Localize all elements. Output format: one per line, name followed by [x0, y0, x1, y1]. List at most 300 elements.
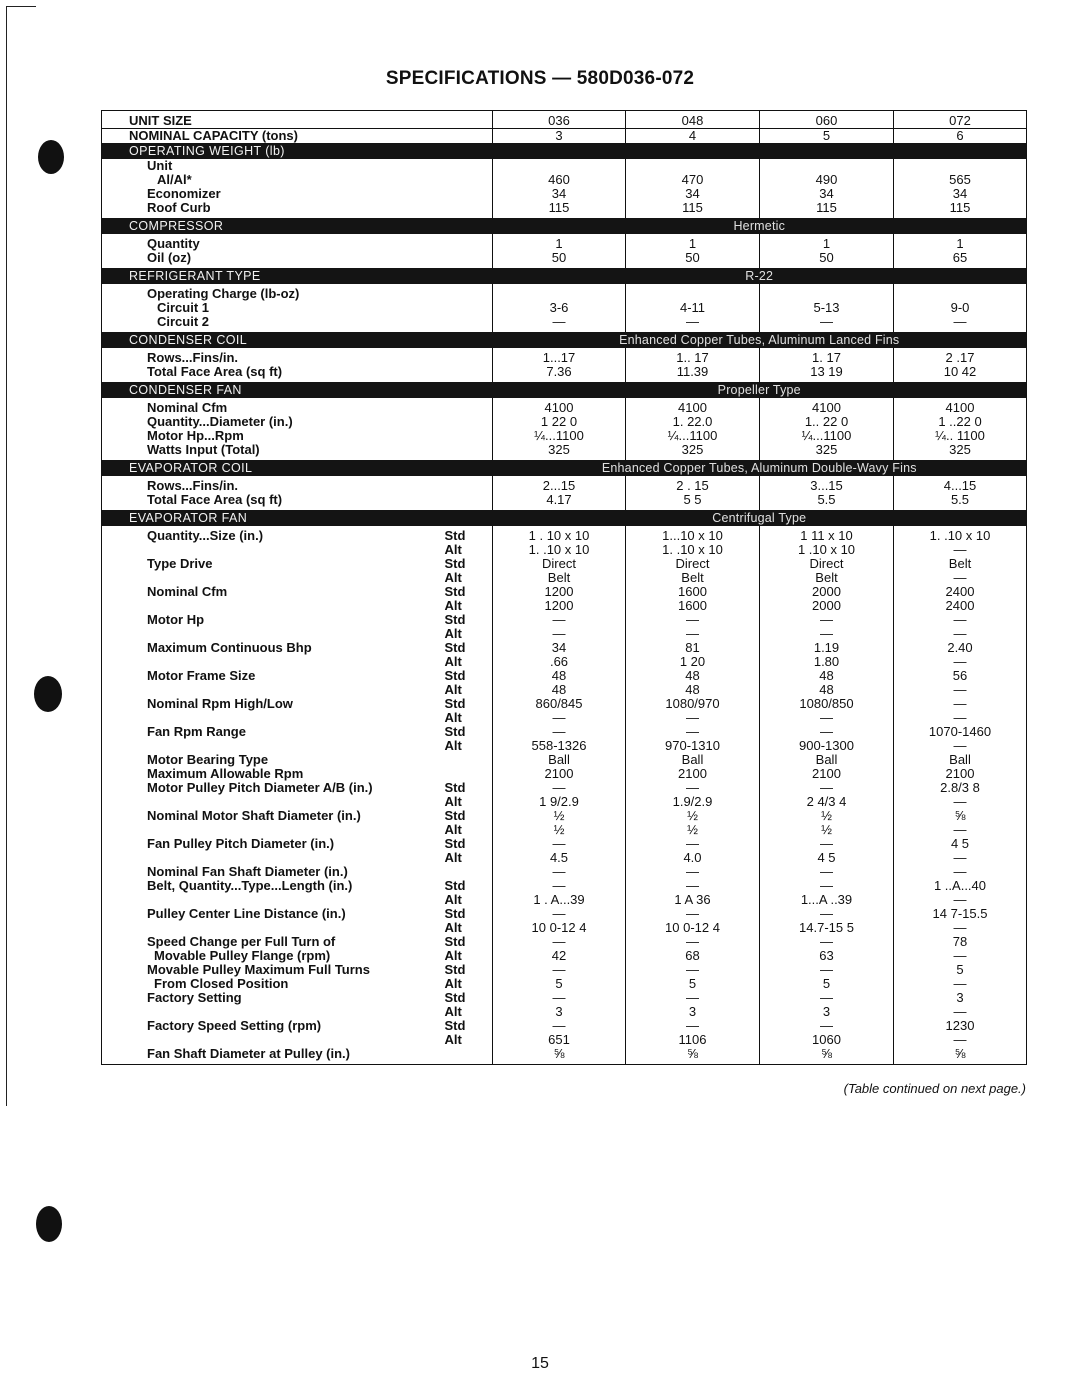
cell-072: Ball [894, 753, 1027, 767]
table-row [102, 187, 1027, 201]
cell-060: — [760, 315, 894, 332]
cell-048: 1. 22.0 [626, 415, 760, 429]
cell-072: — [894, 571, 1027, 585]
cell-072: — [894, 683, 1027, 697]
std-alt-label: Std [445, 669, 493, 683]
cell-036: 2...15 [493, 476, 626, 493]
cell-036: 036 [493, 111, 626, 129]
cell-072: 565 [894, 173, 1027, 187]
table-row [102, 173, 1027, 187]
cell-060: 34 [760, 187, 894, 201]
std-alt-label: Alt [445, 949, 493, 963]
section-title: EVAPORATOR COIL [102, 460, 493, 476]
cell-072: — [894, 697, 1027, 711]
cell-072: 4 5 [894, 837, 1027, 851]
std-alt-label: Alt [445, 543, 493, 557]
std-alt-label: Std [445, 1019, 493, 1033]
row-label: Total Face Area (sq ft) [147, 493, 283, 507]
cell-060: — [760, 711, 894, 725]
cell-036: — [493, 879, 626, 893]
row-label [102, 739, 445, 753]
std-alt-label: Std [445, 809, 493, 823]
cell-036: Direct [493, 557, 626, 571]
cell-060: 115 [760, 201, 894, 218]
cell-072 [894, 159, 1027, 173]
cell-036: — [493, 725, 626, 739]
table-row [102, 935, 1027, 949]
std-alt-label [445, 234, 493, 251]
table-row [102, 599, 1027, 613]
row-label: Roof Curb [147, 201, 211, 215]
std-alt-label [445, 365, 493, 382]
cell-060: 14.7-15 5 [760, 921, 894, 935]
cell-036: — [493, 907, 626, 921]
cell-048 [626, 159, 760, 173]
std-alt-label [445, 1047, 493, 1065]
table-row [102, 795, 1027, 809]
row-label: Motor Bearing Type [147, 753, 269, 767]
table-row [102, 739, 1027, 753]
cell-036: 1 22 0 [493, 415, 626, 429]
table-row [102, 655, 1027, 669]
std-alt-label [445, 415, 493, 429]
cell-060: 325 [760, 443, 894, 460]
cell-048: 115 [626, 201, 760, 218]
section-title: EVAPORATOR FAN [102, 510, 493, 526]
std-alt-label: Std [445, 641, 493, 655]
cell-036: — [493, 781, 626, 795]
std-alt-label: Std [445, 613, 493, 627]
std-alt-label: Alt [445, 1033, 493, 1047]
row-label: Quantity [147, 236, 200, 251]
cell-048: 2100 [626, 767, 760, 781]
cell-060: ⅝ [760, 1047, 894, 1065]
cell-048: 4.0 [626, 851, 760, 865]
cell-036: 1 . A...39 [493, 893, 626, 907]
cell-048: — [626, 711, 760, 725]
row-label: Unit [147, 159, 173, 173]
cell-060: 3 [760, 1005, 894, 1019]
table-row [102, 557, 1027, 571]
table-row [102, 526, 1027, 543]
row-label [102, 1033, 445, 1047]
cell-072: — [894, 627, 1027, 641]
cell-048: — [626, 613, 760, 627]
std-alt-label: Std [445, 697, 493, 711]
cell-036: ¼...1100 [493, 429, 626, 443]
table-row [102, 201, 1027, 218]
cell-036: 4100 [493, 398, 626, 415]
cell-060: 5.5 [760, 493, 894, 510]
cell-048: 1 [626, 234, 760, 251]
std-alt-label [445, 173, 493, 187]
cell-048: 10 0-12 4 [626, 921, 760, 935]
cell-072: — [894, 315, 1027, 332]
section-title: OPERATING WEIGHT (lb) [102, 143, 493, 159]
cell-048: Ball [626, 753, 760, 767]
cell-048: 34 [626, 187, 760, 201]
cell-036: 34 [493, 187, 626, 201]
table-row [102, 159, 1027, 173]
scan-edge-line-left [6, 6, 7, 1106]
cell-048: 3 [626, 1005, 760, 1019]
cell-060: — [760, 935, 894, 949]
cell-036: 1 . 10 x 10 [493, 526, 626, 543]
cell-036: — [493, 1019, 626, 1033]
row-label [102, 823, 445, 837]
cell-048: ¼...1100 [626, 429, 760, 443]
table-row [102, 571, 1027, 585]
std-alt-label [445, 187, 493, 201]
cell-048: 325 [626, 443, 760, 460]
cell-036: 3 [493, 1005, 626, 1019]
row-label: Belt, Quantity...Type...Length (in.) [147, 879, 353, 893]
cell-060: — [760, 865, 894, 879]
cell-060: Ball [760, 753, 894, 767]
section-title: CONDENSER COIL [102, 332, 493, 348]
std-alt-label: Std [445, 725, 493, 739]
section-title: COMPRESSOR [102, 218, 493, 234]
row-label: Factory Setting [147, 991, 242, 1005]
cell-048: — [626, 879, 760, 893]
cell-036: ½ [493, 823, 626, 837]
cell-072: 34 [894, 187, 1027, 201]
cell-036: 1200 [493, 599, 626, 613]
row-label: Fan Pulley Pitch Diameter (in.) [147, 837, 335, 851]
cell-036: 50 [493, 251, 626, 268]
table-row [102, 1047, 1027, 1065]
cell-060: 4100 [760, 398, 894, 415]
cell-048: 1 20 [626, 655, 760, 669]
binder-hole-top [38, 140, 64, 174]
table-row [102, 429, 1027, 443]
cell-072: 2.40 [894, 641, 1027, 655]
table-row [102, 669, 1027, 683]
cell-060: 1080/850 [760, 697, 894, 711]
row-label: Watts Input (Total) [147, 443, 260, 457]
cell-072: — [894, 739, 1027, 753]
cell-048: 470 [626, 173, 760, 187]
cell-072: ⅝ [894, 809, 1027, 823]
row-label: Movable Pulley Maximum Full Turns [147, 963, 370, 977]
cell-072: — [894, 1005, 1027, 1019]
cell-060: 900-1300 [760, 739, 894, 753]
cell-072: 10 42 [894, 365, 1027, 382]
std-alt-label: Alt [445, 655, 493, 669]
row-label: Circuit 2 [157, 315, 210, 329]
std-alt-label: Std [445, 991, 493, 1005]
cell-048: 1080/970 [626, 697, 760, 711]
std-alt-label [445, 315, 493, 332]
std-alt-label [445, 301, 493, 315]
cell-036: Ball [493, 753, 626, 767]
table-row [102, 991, 1027, 1005]
cell-048: 1600 [626, 599, 760, 613]
cell-036: 558-1326 [493, 739, 626, 753]
cell-072: 2400 [894, 599, 1027, 613]
table-row [102, 1019, 1027, 1033]
page-number: 15 [531, 1355, 549, 1372]
scan-edge-line-top [6, 6, 36, 7]
cell-072: — [894, 795, 1027, 809]
cell-060: 1 .10 x 10 [760, 543, 894, 557]
cell-072: 56 [894, 669, 1027, 683]
std-alt-label: Std [445, 526, 493, 543]
cell-060: — [760, 781, 894, 795]
section-common-value: Enhanced Copper Tubes, Aluminum Double-Wavy Fins [493, 460, 1027, 476]
cell-072: ⅝ [894, 1047, 1027, 1065]
row-label: Economizer [147, 187, 221, 201]
table-continued-note: (Table continued on next page.) [843, 1081, 1026, 1096]
table-row [102, 781, 1027, 795]
cell-060: — [760, 837, 894, 851]
row-label: Motor Hp [147, 613, 205, 627]
cell-048: 11.39 [626, 365, 760, 382]
cell-072: 1 ..22 0 [894, 415, 1027, 429]
cell-072: — [894, 851, 1027, 865]
cell-036: 1...17 [493, 348, 626, 365]
table-row [102, 284, 1027, 301]
cell-060: ½ [760, 809, 894, 823]
cell-060: 2000 [760, 585, 894, 599]
page-title: SPECIFICATIONS — 580D036-072 [385, 68, 695, 89]
std-alt-label: Alt [445, 599, 493, 613]
row-label: Motor Pulley Pitch Diameter A/B (in.) [147, 781, 373, 795]
cell-060: — [760, 879, 894, 893]
cell-036: ½ [493, 809, 626, 823]
cell-036 [493, 284, 626, 301]
cell-048: — [626, 907, 760, 921]
cell-060: 1060 [760, 1033, 894, 1047]
row-label: Maximum Continuous Bhp [147, 641, 312, 655]
row-label [102, 543, 445, 557]
cell-072: 325 [894, 443, 1027, 460]
row-label [102, 921, 445, 935]
section-header-row [102, 268, 1027, 284]
table-row [102, 725, 1027, 739]
cell-048: 4 [626, 129, 760, 144]
table-row [102, 627, 1027, 641]
row-label: Movable Pulley Flange (rpm) [154, 949, 331, 963]
row-label: Rows...Fins/in. [147, 478, 239, 493]
cell-060: 63 [760, 949, 894, 963]
cell-036: 1. .10 x 10 [493, 543, 626, 557]
cell-072: — [894, 711, 1027, 725]
std-alt-label [445, 398, 493, 415]
row-label [102, 851, 445, 865]
table-row [102, 767, 1027, 781]
cell-048: — [626, 935, 760, 949]
row-label: Circuit 1 [157, 301, 210, 315]
row-label: Motor Hp...Rpm [147, 429, 244, 443]
std-alt-label [445, 865, 493, 879]
row-label: Fan Shaft Diameter at Pulley (in.) [147, 1047, 350, 1061]
table-row [102, 711, 1027, 725]
section-header-row [102, 510, 1027, 526]
cell-048: 1.. 17 [626, 348, 760, 365]
cell-060: 2 4/3 4 [760, 795, 894, 809]
cell-036: 115 [493, 201, 626, 218]
table-row [102, 697, 1027, 711]
table-row [102, 111, 1027, 129]
std-alt-label [445, 753, 493, 767]
cell-048: 5 5 [626, 493, 760, 510]
binder-hole-bottom [36, 1206, 62, 1242]
std-alt-label [445, 159, 493, 173]
std-alt-label [445, 767, 493, 781]
cell-072: 6 [894, 129, 1027, 144]
cell-048: — [626, 865, 760, 879]
cell-060: 5 [760, 129, 894, 144]
cell-036: 3-6 [493, 301, 626, 315]
table-row [102, 251, 1027, 268]
cell-072: — [894, 655, 1027, 669]
row-label: Total Face Area (sq ft) [147, 365, 283, 379]
table-row [102, 907, 1027, 921]
section-header-row [102, 332, 1027, 348]
table-row [102, 921, 1027, 935]
section-header-row [102, 218, 1027, 234]
std-alt-label: Alt [445, 851, 493, 865]
cell-036: .66 [493, 655, 626, 669]
table-row [102, 1005, 1027, 1019]
cell-072: 072 [894, 111, 1027, 129]
cell-048: ½ [626, 823, 760, 837]
cell-060: — [760, 963, 894, 977]
row-label: Motor Frame Size [147, 669, 256, 683]
cell-060: 060 [760, 111, 894, 129]
std-alt-label: Std [445, 837, 493, 851]
table-row [102, 1033, 1027, 1047]
cell-060: 2000 [760, 599, 894, 613]
cell-072: — [894, 1033, 1027, 1047]
cell-036: 651 [493, 1033, 626, 1047]
cell-048: 48 [626, 683, 760, 697]
cell-072: — [894, 949, 1027, 963]
specifications-table-body [102, 111, 1027, 1065]
cell-060 [760, 284, 894, 301]
row-label [102, 711, 445, 725]
section-common-value [493, 143, 1027, 159]
cell-072: — [894, 921, 1027, 935]
section-title: CONDENSER FAN [102, 382, 493, 398]
row-label: Speed Change per Full Turn of [147, 935, 336, 949]
std-alt-label: Std [445, 585, 493, 599]
std-alt-label: Alt [445, 893, 493, 907]
table-row [102, 823, 1027, 837]
cell-036: — [493, 627, 626, 641]
cell-072: 14 7-15.5 [894, 907, 1027, 921]
cell-036: — [493, 837, 626, 851]
cell-036: 48 [493, 669, 626, 683]
std-alt-label: Alt [445, 795, 493, 809]
cell-072: 65 [894, 251, 1027, 268]
std-alt-label: Alt [445, 627, 493, 641]
row-label: Operating Charge (lb-oz) [147, 286, 300, 301]
cell-072: — [894, 865, 1027, 879]
cell-036: Belt [493, 571, 626, 585]
cell-060 [760, 159, 894, 173]
cell-072: 2400 [894, 585, 1027, 599]
cell-072: — [894, 613, 1027, 627]
cell-036: 4.17 [493, 493, 626, 510]
table-row [102, 398, 1027, 415]
row-label [102, 627, 445, 641]
section-common-value: Enhanced Copper Tubes, Aluminum Lanced Fins [493, 332, 1027, 348]
std-alt-label: Std [445, 557, 493, 571]
cell-048: 1. .10 x 10 [626, 543, 760, 557]
cell-048: 1.9/2.9 [626, 795, 760, 809]
std-alt-label: Alt [445, 571, 493, 585]
cell-060: 4 5 [760, 851, 894, 865]
row-label [102, 1005, 445, 1019]
std-alt-label: Std [445, 935, 493, 949]
cell-036: — [493, 935, 626, 949]
row-label: Maximum Allowable Rpm [147, 767, 304, 781]
row-label: Quantity...Size (in.) [147, 528, 264, 543]
row-label: Type Drive [147, 557, 213, 571]
cell-048: 5 [626, 977, 760, 991]
table-row [102, 865, 1027, 879]
table-row [102, 348, 1027, 365]
std-alt-label [445, 284, 493, 301]
cell-060: 50 [760, 251, 894, 268]
cell-048: — [626, 725, 760, 739]
binder-hole-middle [34, 676, 62, 712]
cell-060: — [760, 613, 894, 627]
cell-072: 4100 [894, 398, 1027, 415]
section-common-value: Centrifugal Type [493, 510, 1027, 526]
table-row [102, 683, 1027, 697]
cell-060: 5-13 [760, 301, 894, 315]
std-alt-label: Alt [445, 921, 493, 935]
table-row [102, 753, 1027, 767]
section-title: REFRIGERANT TYPE [102, 268, 493, 284]
cell-060: 13 19 [760, 365, 894, 382]
row-label: UNIT SIZE [102, 111, 445, 129]
cell-072: 1 ..A...40 [894, 879, 1027, 893]
cell-072: — [894, 543, 1027, 557]
cell-048: 48 [626, 669, 760, 683]
cell-036: 4.5 [493, 851, 626, 865]
table-row [102, 851, 1027, 865]
cell-048 [626, 284, 760, 301]
cell-072: 2.8/3 8 [894, 781, 1027, 795]
cell-036: 7.36 [493, 365, 626, 382]
cell-060: 1.. 22 0 [760, 415, 894, 429]
std-alt-label: Alt [445, 683, 493, 697]
section-common-value: Propeller Type [493, 382, 1027, 398]
std-alt-label: Alt [445, 977, 493, 991]
table-row [102, 949, 1027, 963]
std-alt-label [445, 476, 493, 493]
row-label [102, 655, 445, 669]
cell-060: 1.19 [760, 641, 894, 655]
cell-048: 50 [626, 251, 760, 268]
cell-060: Direct [760, 557, 894, 571]
std-alt-label: Alt [445, 711, 493, 725]
cell-060: ½ [760, 823, 894, 837]
table-row [102, 543, 1027, 557]
cell-036: 10 0-12 4 [493, 921, 626, 935]
table-row [102, 415, 1027, 429]
table-row [102, 365, 1027, 382]
row-label: Nominal Cfm [147, 400, 228, 415]
table-row [102, 301, 1027, 315]
table-row [102, 879, 1027, 893]
cell-072: — [894, 893, 1027, 907]
cell-060: 2100 [760, 767, 894, 781]
